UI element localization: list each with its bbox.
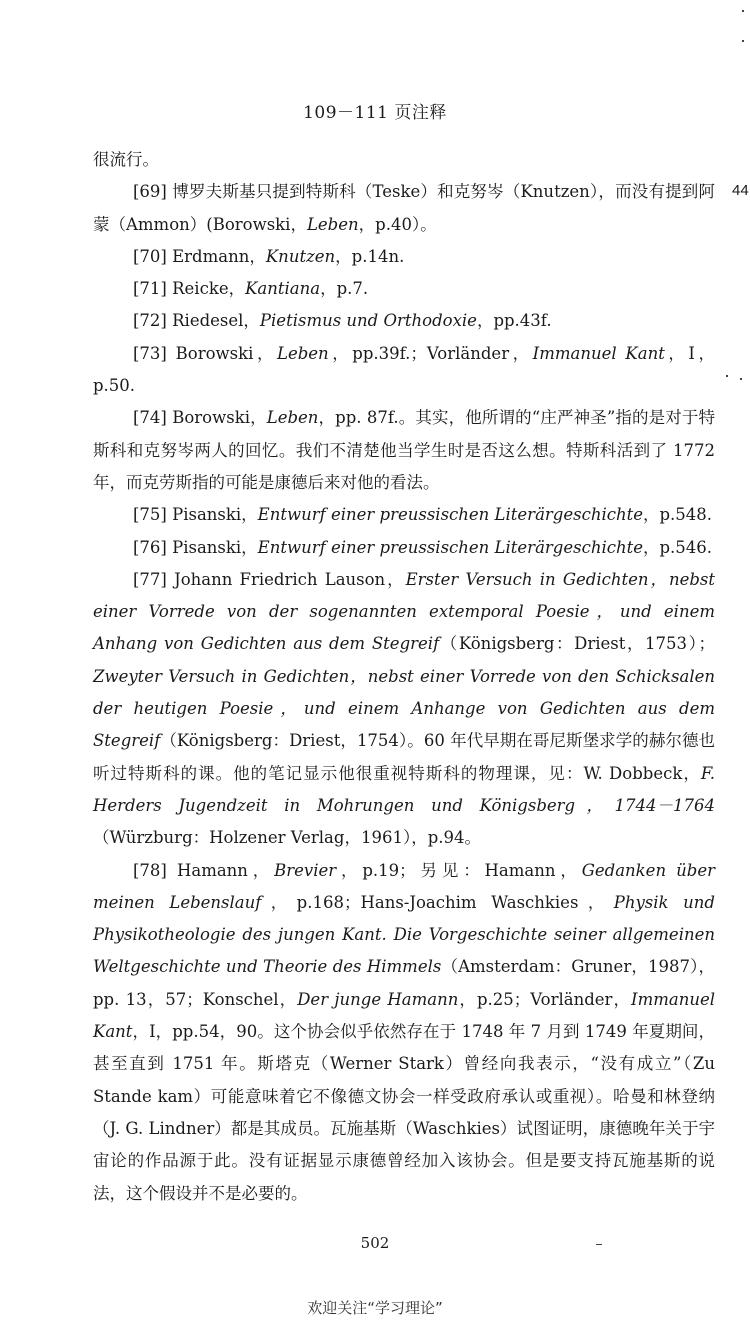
note-76: [76] Pisanski，Entwurf einer preussischen Literärgeschichte，p.546.: [133, 537, 713, 557]
note-70: [70] Erdmann，Knutzen，p.14n.: [133, 246, 405, 266]
scan-speck: [596, 1244, 602, 1245]
page-header: 109－111 页注释: [303, 103, 447, 123]
note-73: [73] Borowski，Leben，pp.39f.；Vorländer，Immanuel Kant，I，p.50.: [93, 343, 715, 396]
note-75: [75] Pisanski，Entwurf einer preussischen Literärgeschichte，p.548.: [133, 505, 713, 525]
scan-speck: [742, 40, 744, 42]
continued-text: 很流行。: [93, 150, 159, 169]
scan-speck: [742, 10, 744, 12]
note-69: [69] 博罗夫斯基只提到特斯科（Teske）和克努岑（Knutzen），而没有提到阿蒙（Ammon）(Borowski，Leben，p.40）。: [93, 182, 715, 234]
notes-body: [93, 144, 715, 1210]
scan-speck: [726, 375, 728, 377]
watermark-text: 欢迎关注“学习理论”: [307, 1299, 443, 1317]
margin-page-number: 44: [732, 182, 749, 199]
note-71: [71] Reicke，Kantiana，p.7.: [133, 279, 369, 299]
note-78: [78] Hamann，Brevier，p.19；另见：Hamann，Gedanken über meinen Lebenslauf，p.168；Hans-Joachim Waschkies，Physik und Physikotheologie des jungen Kant. Die Vorgeschichte seiner allgemeinen Weltgeschichte und Theorie des Himmels（Amsterdam：Gruner，1987），pp. 13，57；Konschel，Der junge Hamann，p.25；Vorländer，Immanuel Kant，I，pp.54，90。这个协会似乎依然存在于 1748 年 7 月到 1749 年夏期间，甚至直到 1751 年。斯塔克（Werner Stark）曾经向我表示，“没有成立”（Zu Stande kam）可能意味着它不像德文协会一样受政府承认或重视）。哈曼和林登纳（J. G. Lindner）都是其成员。瓦施基斯（Waschkies）试图证明，康德晚年关于宇宙论的作品源于此。没有证据显示康德曾经加入该协会。但是要支持瓦施基斯的说法，这个假设并不是必要的。: [93, 860, 715, 1203]
page-number: 502: [360, 1234, 390, 1252]
note-74: [74] Borowski，Leben，pp. 87f.。其实，他所谓的“庄严神圣”指的是对于特斯科和克努岑两人的回忆。我们不清楚他当学生时是否这么想。特斯科活到了 1772 年，而克劳斯指的可能是康德后来对他的看法。: [93, 408, 715, 492]
note-77: [77] Johann Friedrich Lauson，Erster Versuch in Gedichten，nebst einer Vorrede von der sogenannten extemporal Poesie，und einem Anhang von Gedichten aus dem Stegreif（Königsberg：Driest，1753）；Zweyter Versuch in Gedichten，nebst einer Vorrede von den Schicksalen der heutigen Poesie，und einem Anhange von Gedichten aus dem Stegreif（Königsberg：Driest，1754）。60 年代早期在哥尼斯堡求学的赫尔德也听过特斯科的课。他的笔记显示他很重视特斯科的物理课，见：W. Dobbeck，F. Herders Jugendzeit in Mohrungen und Königsberg，1744－1764（Würzburg：Holzener Verlag，1961），p.94。: [93, 569, 716, 848]
scan-speck: [740, 378, 742, 380]
note-72: [72] Riedesel，Pietismus und Orthodoxie，pp.43f.: [133, 311, 552, 331]
